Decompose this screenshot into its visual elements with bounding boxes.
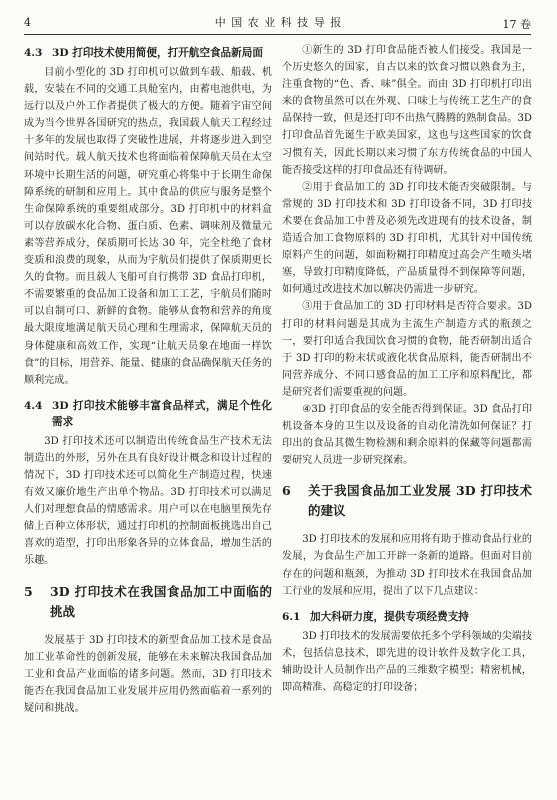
volume-label: 17 卷: [502, 18, 531, 31]
section-number: 6.1: [282, 610, 301, 623]
section-title: 加大科研力度，提供专项经费支持: [310, 610, 469, 623]
section-heading-4-4: [24, 398, 272, 430]
section-number: 4.4: [24, 399, 43, 412]
header-rule: [24, 34, 531, 35]
list-item: ②用于食品加工的 3D 打印技术能否突破限制。与常规的 3D 打印技术和 3D 打印设备不同，3D 打印技术要在食品加工中普及必须先改进现有的技术设备，制造适合加工食物原料的 3D 打印机，尤其针对中国传统原料产生的问题，如面粉糊打印精度过高会产生喷头堵塞，导致打印精度降低，产品质量得不到保障等问题，如何通过改进技术加以解决仍需进一步研究。: [282, 181, 532, 296]
paragraph: 3D 打印技术还可以制造出传统食品生产技术无法制造出的外形，另外在具有良好设计概念和设计过程的情况下，3D 打印技术还可以简化生产制造过程，快速有效又廉价地生产出单个物品。3D 打印技术可以满足人们对理想食品的情感需求。用户可以在电脑里预先存储上百种立体形状，通过打印机的控制面板挑选出自己喜欢的造型，打印出形象各异的立体食品，增加生活的乐趣。: [24, 435, 272, 567]
section-number: 6: [282, 483, 291, 499]
section-heading-6-1: [282, 609, 532, 625]
paragraph: 发展基于 3D 打印技术的新型食品加工技术是食品加工业革命性的创新发展，能够在未来解决我国食品加工业和食品产业面临的诸多问题。然而，3D 打印技术能否在我国食品加工业发展并应用仍然面临着一系列的疑问和挑战。: [24, 634, 272, 714]
right-column: [282, 42, 532, 696]
list-item: ③用于食品加工的 3D 打印材料是否符合要求。3D 打印的材料问题是其成为主流生产制造方式的瓶颈之一，要打印适合我国饮食习惯的食物，能否研制出适合于 3D 打印的粉末状或液化状食品原料，能否研制出不同营养成分、不同口感食品的加工工序和原料配比，都是研究者们需要重视的问题。: [282, 301, 532, 398]
left-column: [24, 42, 272, 717]
section-title: 3D 打印技术使用简便，打开航空食品新局面: [52, 47, 263, 59]
list-item: ④3D 打印食品的安全能否得到保证。3D 食品打印机设备本身的卫生以及设备的自动化清洗如何保证？打印出的食品其微生物检测和剩余原料的保藏等问题都需要研究人员进一步研究探索。: [282, 403, 532, 467]
section-title: 关于我国食品加工业发展 3D 打印技术的建议: [308, 483, 532, 519]
section-title: 3D 打印技术能够丰富食品样式，满足个性化需求: [52, 399, 272, 428]
page-number: 4: [24, 16, 31, 29]
paragraph: 3D 打印技术的发展需要依托多个学科领域的尖端技术，包括信息技术，即先进的设计软件及数字化工具，辅助设计人员制作出产品的三维数字模型；精密机械，即高精准、高稳定的打印设备；: [282, 630, 532, 693]
section-number: 5: [24, 583, 33, 599]
section-heading-4-3: [24, 45, 272, 61]
paragraph: 3D 打印技术的发展和应用将有助于推动食品行业的发展，为食品生产加工开辟一条新的道路。但面对目前存在的问题和瓶颈，为推动 3D 打印技术在我国食品加工行业的发展和应用，提出了以下几点建议：: [282, 534, 532, 597]
list-item: ①新生的 3D 打印食品能否被人们接受。我国是一个历史悠久的国家，自古以来的饮食习惯以熟食为主，注重食物的“色、香、味”俱全。而由 3D 打印机打印出来的食物虽然可以在外观、口味上与传统工艺生产的食品保持一致，但是还打印不出热气腾腾的熟制食品。3D 打印食品首先诞生于欧美国家，这也与这些国家的饮食习惯有关，因此长期以来习惯了东方传统食品的中国人能否接受这样的打印食品还有待调研。: [282, 45, 532, 176]
page-header: [0, 0, 557, 36]
section-heading-5: [24, 582, 272, 622]
section-heading-6: [282, 481, 532, 521]
paragraph: 目前小型化的 3D 打印机可以做到车载、船载、机载，安装在不同的交通工具舱室内，由蓄电池供电，为远行以及户外工作者提供了极大的方便。随着宇宙空间成为当今世界各国研究的热点，我国载人航天工程经过十多年的发展也取得了突破性进展，并将逐步进入到空间站时代。载人航天技术也将面临着保障航天员在太空环境中长期生活的问题，研究重心将集中于长期生命保障系统的研制和应用上。其中食品的供应与服务是整个生命保障系统的重要组成部分。3D 打印机中的材料盒可以存放碳水化合物、蛋白质、色素、调味剂及微量元素等营养成分，保质期可长达 30 年，完全杜绝了食材变质和浪费的现象，从而为宇航员们提供了保质期更长久的食物。而且载人飞船可自行携带 3D 食品打印机，不需要繁重的食品加工设备和加工工艺，宇航员们随时可以自制可口、新鲜的食物。能够从食物和营养的角度最大限度地满足航天员心理和生理需求，保障航天员的身体健康和高效工作，实现“让航天员象在地面一样饮食”的目标，用营养、能量、健康的食品确保航天任务的顺利完成。: [24, 67, 272, 386]
journal-title: 中 国 农 业 科 技 导 报: [214, 16, 343, 29]
section-title: 3D 打印技术在我国食品加工中面临的挑战: [50, 583, 272, 619]
section-number: 4.3: [24, 47, 43, 59]
